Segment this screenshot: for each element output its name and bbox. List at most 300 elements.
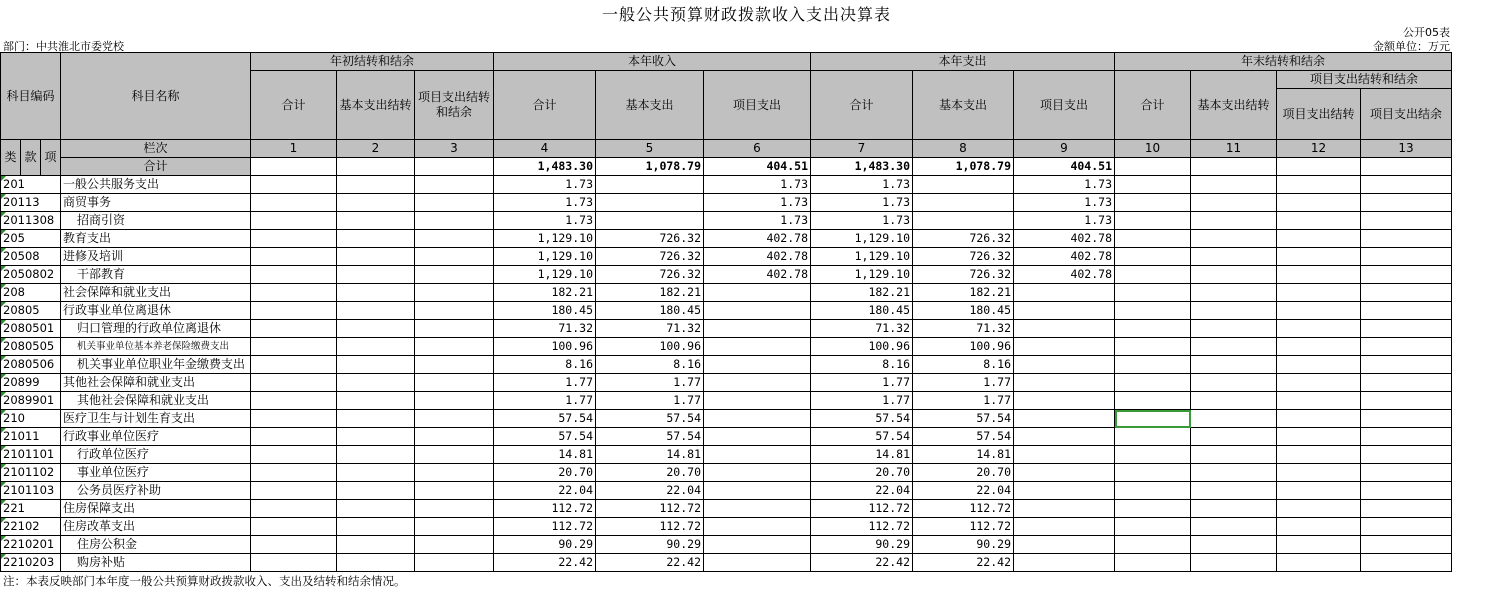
amount-cell[interactable] — [1014, 500, 1115, 518]
amount-cell[interactable] — [596, 176, 704, 194]
amount-cell[interactable] — [1361, 338, 1452, 356]
amount-cell[interactable]: 1,129.10 — [494, 230, 596, 248]
amount-cell[interactable] — [913, 176, 1014, 194]
amount-cell[interactable]: 1.73 — [811, 176, 913, 194]
total-cell[interactable]: 404.51 — [704, 158, 811, 176]
amount-cell[interactable] — [337, 194, 415, 212]
amount-cell[interactable] — [415, 176, 494, 194]
amount-cell[interactable] — [1277, 212, 1361, 230]
amount-cell[interactable] — [704, 500, 811, 518]
subject-code-cell[interactable]: 20805 — [1, 302, 61, 320]
amount-cell[interactable]: 1.77 — [494, 392, 596, 410]
amount-cell[interactable] — [1115, 320, 1191, 338]
amount-cell[interactable] — [596, 212, 704, 230]
amount-cell[interactable]: 22.42 — [913, 554, 1014, 572]
amount-cell[interactable] — [1191, 338, 1277, 356]
amount-cell[interactable] — [704, 302, 811, 320]
amount-cell[interactable] — [1277, 446, 1361, 464]
amount-cell[interactable] — [1115, 212, 1191, 230]
amount-cell[interactable] — [1014, 464, 1115, 482]
amount-cell[interactable]: 726.32 — [596, 266, 704, 284]
subject-name-cell[interactable]: 医疗卫生与计划生育支出 — [61, 410, 251, 428]
amount-cell[interactable] — [1277, 500, 1361, 518]
amount-cell[interactable] — [415, 428, 494, 446]
subject-code-cell[interactable]: 22102 — [1, 518, 61, 536]
amount-cell[interactable]: 1,129.10 — [811, 248, 913, 266]
amount-cell[interactable] — [704, 410, 811, 428]
subject-code-cell[interactable]: 208 — [1, 284, 61, 302]
amount-cell[interactable]: 1.77 — [596, 374, 704, 392]
subject-name-cell[interactable]: 归口管理的行政单位离退休 — [61, 320, 251, 338]
amount-cell[interactable] — [415, 356, 494, 374]
amount-cell[interactable]: 90.29 — [913, 536, 1014, 554]
amount-cell[interactable]: 112.72 — [811, 500, 913, 518]
total-cell[interactable]: 1,078.79 — [596, 158, 704, 176]
amount-cell[interactable] — [704, 284, 811, 302]
amount-cell[interactable]: 57.54 — [913, 410, 1014, 428]
subject-name-cell[interactable]: 住房公积金 — [61, 536, 251, 554]
amount-cell[interactable] — [1115, 338, 1191, 356]
amount-cell[interactable] — [1191, 392, 1277, 410]
amount-cell[interactable] — [337, 374, 415, 392]
amount-cell[interactable] — [704, 464, 811, 482]
amount-cell[interactable] — [1361, 464, 1452, 482]
amount-cell[interactable] — [1191, 410, 1277, 428]
amount-cell[interactable] — [1014, 554, 1115, 572]
amount-cell[interactable]: 1.77 — [811, 374, 913, 392]
amount-cell[interactable]: 20.70 — [913, 464, 1014, 482]
amount-cell[interactable] — [1277, 392, 1361, 410]
amount-cell[interactable] — [1277, 410, 1361, 428]
amount-cell[interactable] — [1014, 284, 1115, 302]
amount-cell[interactable]: 1.73 — [811, 212, 913, 230]
amount-cell[interactable]: 112.72 — [494, 518, 596, 536]
amount-cell[interactable] — [1191, 230, 1277, 248]
amount-cell[interactable]: 182.21 — [494, 284, 596, 302]
amount-cell[interactable]: 180.45 — [494, 302, 596, 320]
amount-cell[interactable]: 402.78 — [1014, 230, 1115, 248]
amount-cell[interactable]: 14.81 — [596, 446, 704, 464]
amount-cell[interactable] — [704, 392, 811, 410]
amount-cell[interactable] — [251, 338, 337, 356]
amount-cell[interactable] — [1191, 536, 1277, 554]
amount-cell[interactable] — [415, 248, 494, 266]
amount-cell[interactable] — [251, 536, 337, 554]
subject-code-cell[interactable]: 221 — [1, 500, 61, 518]
amount-cell[interactable]: 1.77 — [494, 374, 596, 392]
subject-name-cell[interactable]: 机关事业单位职业年金缴费支出 — [61, 356, 251, 374]
amount-cell[interactable] — [704, 356, 811, 374]
amount-cell[interactable] — [1361, 356, 1452, 374]
amount-cell[interactable]: 57.54 — [494, 410, 596, 428]
amount-cell[interactable] — [415, 194, 494, 212]
amount-cell[interactable] — [1361, 248, 1452, 266]
amount-cell[interactable] — [1277, 464, 1361, 482]
amount-cell[interactable]: 14.81 — [811, 446, 913, 464]
amount-cell[interactable]: 112.72 — [913, 518, 1014, 536]
subject-code-cell[interactable]: 20899 — [1, 374, 61, 392]
amount-cell[interactable]: 402.78 — [704, 230, 811, 248]
amount-cell[interactable] — [1277, 320, 1361, 338]
amount-cell[interactable] — [1277, 356, 1361, 374]
subject-code-cell[interactable]: 2210203 — [1, 554, 61, 572]
amount-cell[interactable] — [415, 338, 494, 356]
subject-name-cell[interactable]: 进修及培训 — [61, 248, 251, 266]
amount-cell[interactable]: 71.32 — [811, 320, 913, 338]
amount-cell[interactable] — [704, 446, 811, 464]
subject-code-cell[interactable]: 2011308 — [1, 212, 61, 230]
subject-code-cell[interactable]: 2210201 — [1, 536, 61, 554]
amount-cell[interactable]: 1.73 — [494, 212, 596, 230]
amount-cell[interactable] — [1014, 536, 1115, 554]
amount-cell[interactable] — [1191, 320, 1277, 338]
total-cell[interactable] — [251, 158, 337, 176]
amount-cell[interactable]: 112.72 — [494, 500, 596, 518]
amount-cell[interactable] — [415, 500, 494, 518]
amount-cell[interactable] — [415, 446, 494, 464]
amount-cell[interactable] — [1191, 302, 1277, 320]
amount-cell[interactable] — [1115, 374, 1191, 392]
amount-cell[interactable]: 180.45 — [596, 302, 704, 320]
amount-cell[interactable] — [1277, 302, 1361, 320]
amount-cell[interactable] — [1115, 284, 1191, 302]
amount-cell[interactable] — [704, 428, 811, 446]
amount-cell[interactable]: 14.81 — [913, 446, 1014, 464]
amount-cell[interactable]: 1,129.10 — [811, 266, 913, 284]
amount-cell[interactable] — [1361, 374, 1452, 392]
subject-name-cell[interactable]: 住房改革支出 — [61, 518, 251, 536]
amount-cell[interactable]: 112.72 — [596, 500, 704, 518]
amount-cell[interactable] — [251, 464, 337, 482]
amount-cell[interactable] — [415, 320, 494, 338]
amount-cell[interactable]: 57.54 — [811, 428, 913, 446]
amount-cell[interactable] — [415, 536, 494, 554]
amount-cell[interactable] — [251, 428, 337, 446]
amount-cell[interactable]: 182.21 — [811, 284, 913, 302]
amount-cell[interactable]: 1.73 — [494, 194, 596, 212]
amount-cell[interactable] — [704, 482, 811, 500]
amount-cell[interactable] — [1115, 248, 1191, 266]
amount-cell[interactable]: 1.77 — [913, 374, 1014, 392]
subject-name-cell[interactable]: 其他社会保障和就业支出 — [61, 374, 251, 392]
amount-cell[interactable]: 1.73 — [704, 176, 811, 194]
subject-name-cell[interactable]: 社会保障和就业支出 — [61, 284, 251, 302]
amount-cell[interactable]: 22.04 — [913, 482, 1014, 500]
amount-cell[interactable] — [704, 554, 811, 572]
amount-cell[interactable] — [1361, 428, 1452, 446]
amount-cell[interactable]: 1.73 — [1014, 212, 1115, 230]
amount-cell[interactable] — [1115, 230, 1191, 248]
amount-cell[interactable] — [1014, 338, 1115, 356]
amount-cell[interactable] — [251, 230, 337, 248]
amount-cell[interactable]: 22.04 — [596, 482, 704, 500]
amount-cell[interactable]: 57.54 — [494, 428, 596, 446]
amount-cell[interactable]: 90.29 — [811, 536, 913, 554]
total-cell[interactable] — [337, 158, 415, 176]
amount-cell[interactable] — [913, 194, 1014, 212]
amount-cell[interactable] — [1361, 482, 1452, 500]
total-cell[interactable] — [1115, 158, 1191, 176]
subject-name-cell[interactable]: 招商引资 — [61, 212, 251, 230]
amount-cell[interactable] — [1361, 302, 1452, 320]
subject-name-cell[interactable]: 商贸事务 — [61, 194, 251, 212]
amount-cell[interactable] — [704, 338, 811, 356]
subject-name-cell[interactable]: 行政事业单位离退休 — [61, 302, 251, 320]
amount-cell[interactable]: 180.45 — [811, 302, 913, 320]
amount-cell[interactable]: 1.73 — [494, 176, 596, 194]
amount-cell[interactable] — [415, 410, 494, 428]
amount-cell[interactable] — [1014, 320, 1115, 338]
amount-cell[interactable] — [415, 482, 494, 500]
amount-cell[interactable] — [337, 320, 415, 338]
amount-cell[interactable] — [1277, 554, 1361, 572]
amount-cell[interactable] — [415, 302, 494, 320]
amount-cell[interactable] — [913, 212, 1014, 230]
subject-name-cell[interactable]: 事业单位医疗 — [61, 464, 251, 482]
amount-cell[interactable] — [415, 230, 494, 248]
amount-cell[interactable] — [415, 284, 494, 302]
amount-cell[interactable] — [1191, 518, 1277, 536]
amount-cell[interactable] — [251, 374, 337, 392]
subject-code-cell[interactable]: 2050802 — [1, 266, 61, 284]
amount-cell[interactable] — [337, 464, 415, 482]
amount-cell[interactable] — [1361, 446, 1452, 464]
amount-cell[interactable] — [1115, 464, 1191, 482]
amount-cell[interactable] — [1277, 230, 1361, 248]
amount-cell[interactable] — [1014, 392, 1115, 410]
amount-cell[interactable] — [337, 176, 415, 194]
amount-cell[interactable] — [1014, 446, 1115, 464]
amount-cell[interactable] — [337, 302, 415, 320]
subject-code-cell[interactable]: 205 — [1, 230, 61, 248]
amount-cell[interactable]: 1.73 — [1014, 176, 1115, 194]
amount-cell[interactable] — [1361, 284, 1452, 302]
subject-code-cell[interactable]: 20113 — [1, 194, 61, 212]
amount-cell[interactable] — [1115, 302, 1191, 320]
amount-cell[interactable]: 182.21 — [596, 284, 704, 302]
amount-cell[interactable]: 22.04 — [494, 482, 596, 500]
amount-cell[interactable] — [1361, 320, 1452, 338]
amount-cell[interactable]: 1.73 — [704, 212, 811, 230]
amount-cell[interactable] — [1014, 482, 1115, 500]
subject-name-cell[interactable]: 一般公共服务支出 — [61, 176, 251, 194]
amount-cell[interactable] — [1191, 212, 1277, 230]
amount-cell[interactable] — [1277, 428, 1361, 446]
amount-cell[interactable]: 112.72 — [596, 518, 704, 536]
amount-cell[interactable] — [1361, 392, 1452, 410]
amount-cell[interactable]: 1.73 — [704, 194, 811, 212]
amount-cell[interactable] — [1014, 410, 1115, 428]
amount-cell[interactable] — [704, 320, 811, 338]
amount-cell[interactable] — [1361, 554, 1452, 572]
amount-cell[interactable]: 14.81 — [494, 446, 596, 464]
amount-cell[interactable] — [1361, 212, 1452, 230]
amount-cell[interactable]: 22.42 — [494, 554, 596, 572]
amount-cell[interactable] — [337, 356, 415, 374]
amount-cell[interactable] — [415, 464, 494, 482]
amount-cell[interactable]: 726.32 — [913, 248, 1014, 266]
amount-cell[interactable] — [251, 392, 337, 410]
amount-cell[interactable] — [415, 554, 494, 572]
amount-cell[interactable]: 1,129.10 — [494, 248, 596, 266]
amount-cell[interactable] — [1191, 428, 1277, 446]
amount-cell[interactable]: 71.32 — [494, 320, 596, 338]
amount-cell[interactable]: 726.32 — [913, 266, 1014, 284]
amount-cell[interactable]: 71.32 — [596, 320, 704, 338]
amount-cell[interactable] — [1361, 230, 1452, 248]
amount-cell[interactable] — [1277, 518, 1361, 536]
amount-cell[interactable] — [1277, 194, 1361, 212]
amount-cell[interactable] — [251, 194, 337, 212]
subject-name-cell[interactable]: 教育支出 — [61, 230, 251, 248]
amount-cell[interactable] — [1115, 194, 1191, 212]
amount-cell[interactable] — [1361, 410, 1452, 428]
subject-code-cell[interactable]: 2080501 — [1, 320, 61, 338]
amount-cell[interactable] — [1014, 302, 1115, 320]
amount-cell[interactable]: 8.16 — [494, 356, 596, 374]
amount-cell[interactable] — [1277, 482, 1361, 500]
amount-cell[interactable] — [1191, 248, 1277, 266]
amount-cell[interactable] — [596, 194, 704, 212]
amount-cell[interactable] — [251, 212, 337, 230]
amount-cell[interactable] — [704, 536, 811, 554]
amount-cell[interactable] — [251, 248, 337, 266]
amount-cell[interactable]: 22.42 — [811, 554, 913, 572]
amount-cell[interactable] — [251, 482, 337, 500]
amount-cell[interactable] — [415, 392, 494, 410]
amount-cell[interactable]: 726.32 — [913, 230, 1014, 248]
amount-cell[interactable] — [1115, 554, 1191, 572]
subject-code-cell[interactable]: 2080506 — [1, 356, 61, 374]
amount-cell[interactable] — [1191, 374, 1277, 392]
total-cell[interactable] — [1277, 158, 1361, 176]
amount-cell[interactable] — [251, 410, 337, 428]
total-cell[interactable]: 404.51 — [1014, 158, 1115, 176]
amount-cell[interactable] — [337, 518, 415, 536]
amount-cell[interactable] — [1191, 356, 1277, 374]
amount-cell[interactable]: 402.78 — [1014, 266, 1115, 284]
amount-cell[interactable] — [1115, 500, 1191, 518]
amount-cell[interactable]: 57.54 — [811, 410, 913, 428]
amount-cell[interactable] — [1115, 446, 1191, 464]
amount-cell[interactable] — [1191, 266, 1277, 284]
amount-cell[interactable] — [251, 266, 337, 284]
amount-cell[interactable] — [415, 212, 494, 230]
amount-cell[interactable] — [337, 554, 415, 572]
amount-cell[interactable] — [1361, 194, 1452, 212]
amount-cell[interactable] — [251, 176, 337, 194]
amount-cell[interactable] — [1191, 482, 1277, 500]
amount-cell[interactable] — [1014, 518, 1115, 536]
amount-cell[interactable]: 90.29 — [494, 536, 596, 554]
subject-name-cell[interactable]: 干部教育 — [61, 266, 251, 284]
subject-code-cell[interactable]: 210 — [1, 410, 61, 428]
amount-cell[interactable] — [251, 518, 337, 536]
amount-cell[interactable]: 402.78 — [704, 248, 811, 266]
total-cell[interactable] — [1191, 158, 1277, 176]
amount-cell[interactable] — [337, 446, 415, 464]
amount-cell[interactable] — [1115, 536, 1191, 554]
amount-cell[interactable] — [1191, 446, 1277, 464]
subject-code-cell[interactable]: 20508 — [1, 248, 61, 266]
amount-cell[interactable]: 100.96 — [596, 338, 704, 356]
amount-cell[interactable] — [1361, 176, 1452, 194]
subject-name-cell[interactable]: 行政事业单位医疗 — [61, 428, 251, 446]
amount-cell[interactable] — [1277, 338, 1361, 356]
amount-cell[interactable]: 20.70 — [494, 464, 596, 482]
amount-cell[interactable]: 22.04 — [811, 482, 913, 500]
subject-code-cell[interactable]: 2080505 — [1, 338, 61, 356]
amount-cell[interactable]: 1.77 — [596, 392, 704, 410]
amount-cell[interactable] — [337, 500, 415, 518]
amount-cell[interactable] — [1361, 536, 1452, 554]
amount-cell[interactable] — [1014, 374, 1115, 392]
amount-cell[interactable] — [1115, 356, 1191, 374]
amount-cell[interactable] — [1115, 428, 1191, 446]
total-cell[interactable] — [415, 158, 494, 176]
amount-cell[interactable] — [1277, 374, 1361, 392]
subject-code-cell[interactable]: 2101101 — [1, 446, 61, 464]
amount-cell[interactable] — [337, 410, 415, 428]
subject-code-cell[interactable]: 2101103 — [1, 482, 61, 500]
subject-name-cell[interactable]: 购房补贴 — [61, 554, 251, 572]
amount-cell[interactable] — [1361, 266, 1452, 284]
amount-cell[interactable] — [337, 248, 415, 266]
total-cell[interactable]: 1,483.30 — [811, 158, 913, 176]
amount-cell[interactable]: 180.45 — [913, 302, 1014, 320]
amount-cell[interactable]: 8.16 — [913, 356, 1014, 374]
amount-cell[interactable] — [337, 266, 415, 284]
amount-cell[interactable] — [1361, 500, 1452, 518]
amount-cell[interactable] — [704, 374, 811, 392]
amount-cell[interactable] — [415, 266, 494, 284]
amount-cell[interactable]: 57.54 — [596, 428, 704, 446]
amount-cell[interactable] — [1361, 518, 1452, 536]
amount-cell[interactable]: 57.54 — [596, 410, 704, 428]
total-cell[interactable]: 1,078.79 — [913, 158, 1014, 176]
amount-cell[interactable] — [251, 500, 337, 518]
amount-cell[interactable]: 20.70 — [811, 464, 913, 482]
amount-cell[interactable]: 726.32 — [596, 248, 704, 266]
amount-cell[interactable] — [251, 320, 337, 338]
amount-cell[interactable]: 71.32 — [913, 320, 1014, 338]
amount-cell[interactable] — [415, 374, 494, 392]
subject-name-cell[interactable]: 公务员医疗补助 — [61, 482, 251, 500]
amount-cell[interactable]: 100.96 — [811, 338, 913, 356]
subject-code-cell[interactable]: 2101102 — [1, 464, 61, 482]
amount-cell[interactable] — [1115, 518, 1191, 536]
amount-cell[interactable] — [1014, 428, 1115, 446]
amount-cell[interactable] — [1115, 392, 1191, 410]
amount-cell[interactable] — [704, 518, 811, 536]
amount-cell[interactable] — [1191, 284, 1277, 302]
amount-cell[interactable] — [1277, 266, 1361, 284]
amount-cell[interactable] — [1277, 176, 1361, 194]
amount-cell[interactable] — [1277, 248, 1361, 266]
amount-cell[interactable] — [1115, 266, 1191, 284]
amount-cell[interactable] — [1277, 284, 1361, 302]
amount-cell[interactable] — [337, 284, 415, 302]
amount-cell[interactable] — [1115, 176, 1191, 194]
amount-cell[interactable] — [337, 338, 415, 356]
amount-cell[interactable] — [251, 356, 337, 374]
amount-cell[interactable]: 402.78 — [1014, 248, 1115, 266]
amount-cell[interactable]: 22.42 — [596, 554, 704, 572]
amount-cell[interactable]: 57.54 — [913, 428, 1014, 446]
amount-cell[interactable] — [251, 446, 337, 464]
amount-cell[interactable]: 112.72 — [811, 518, 913, 536]
amount-cell[interactable]: 100.96 — [913, 338, 1014, 356]
